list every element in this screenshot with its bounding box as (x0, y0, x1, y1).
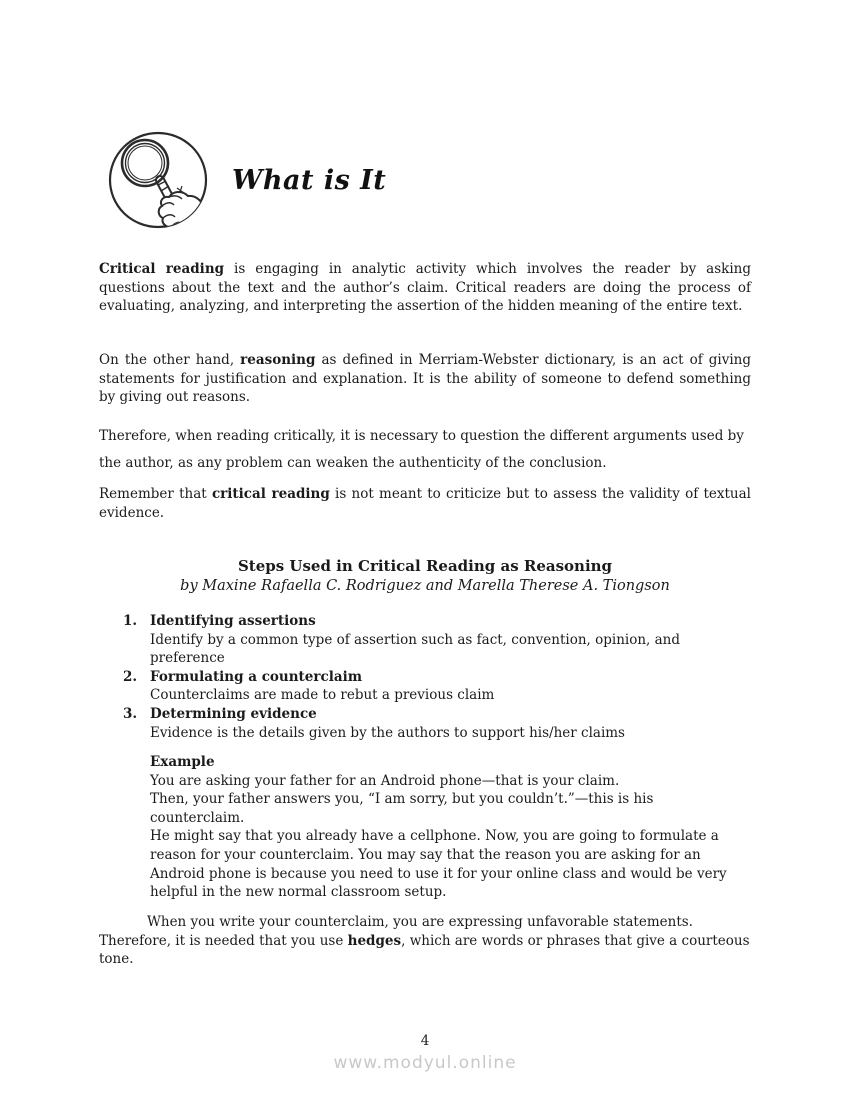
page-title: What is It (232, 164, 387, 196)
paragraph-hedges: When you write your counterclaim, you are expressing unfavorable statements. Therefore, it is needed that you use hedges, which are words or phrases that give a courteous tone. (99, 914, 750, 968)
section-byline: by Maxine Rafaella C. Rodriguez and Marella Therese A. Tiongson (180, 578, 670, 594)
watermark: www.modyul.online (333, 1053, 517, 1073)
list-item-desc: Evidence is the details given by the authors to support his/her claims (150, 724, 625, 741)
example-line: You are asking your father for an Android phone—that is your claim. (150, 772, 620, 789)
example-block (150, 753, 751, 902)
example-label: Example (150, 754, 215, 770)
paragraph-reasoning: On the other hand, reasoning as defined in Merriam-Webster dictionary, is an act of giving statements for justification and explanation. It is the ability of someone to defend something by giving out reasons. (99, 352, 751, 406)
list-item (99, 612, 751, 668)
page-header (106, 130, 386, 230)
list-item-desc: Identify by a common type of assertion such as fact, convention, opinion, and preference (150, 631, 680, 667)
list-number: 3. (123, 705, 138, 722)
example-line: He might say that you already have a cellphone. Now, you are going to formulate a reason for your counterclaim. You may say that the reason you are asking for an Android phone is because you need to use it for your online class and would be very helpful in the new normal classroom setup. (150, 828, 727, 901)
list-item-desc: Counterclaims are made to rebut a previous claim (150, 687, 495, 704)
list-number: 1. (123, 613, 138, 629)
list-item-title: Determining evidence (150, 705, 317, 722)
page-number: 4 (420, 1033, 430, 1049)
steps-list (99, 612, 751, 742)
section-heading: Steps Used in Critical Reading as Reasoning (237, 557, 613, 575)
list-item-title: Identifying assertions (150, 613, 316, 629)
list-number: 2. (123, 668, 138, 685)
magnifying-glass-hand-icon (106, 130, 210, 230)
list-item (99, 705, 751, 742)
example-line: Then, your father answers you, “I am sorry, but you couldn’t.”—this is his counterclaim. (150, 791, 654, 826)
list-item (99, 668, 751, 705)
paragraph-remember: Remember that critical reading is not meant to criticize but to assess the validity of textual evidence. (99, 486, 751, 521)
list-item-title: Formulating a counterclaim (150, 668, 363, 685)
paragraph-critical-reading: Critical reading is engaging in analytic activity which involves the reader by asking questions about the text and the author’s claim. Critical readers are doing the process of evaluating, analyzing, and interpreting the assertion of the hidden meaning of the entire text. (99, 261, 751, 315)
paragraph-therefore: Therefore, when reading critically, it is necessary to question the different arguments used by the author, as any problem can weaken the authenticity of the conclusion. (99, 428, 744, 471)
